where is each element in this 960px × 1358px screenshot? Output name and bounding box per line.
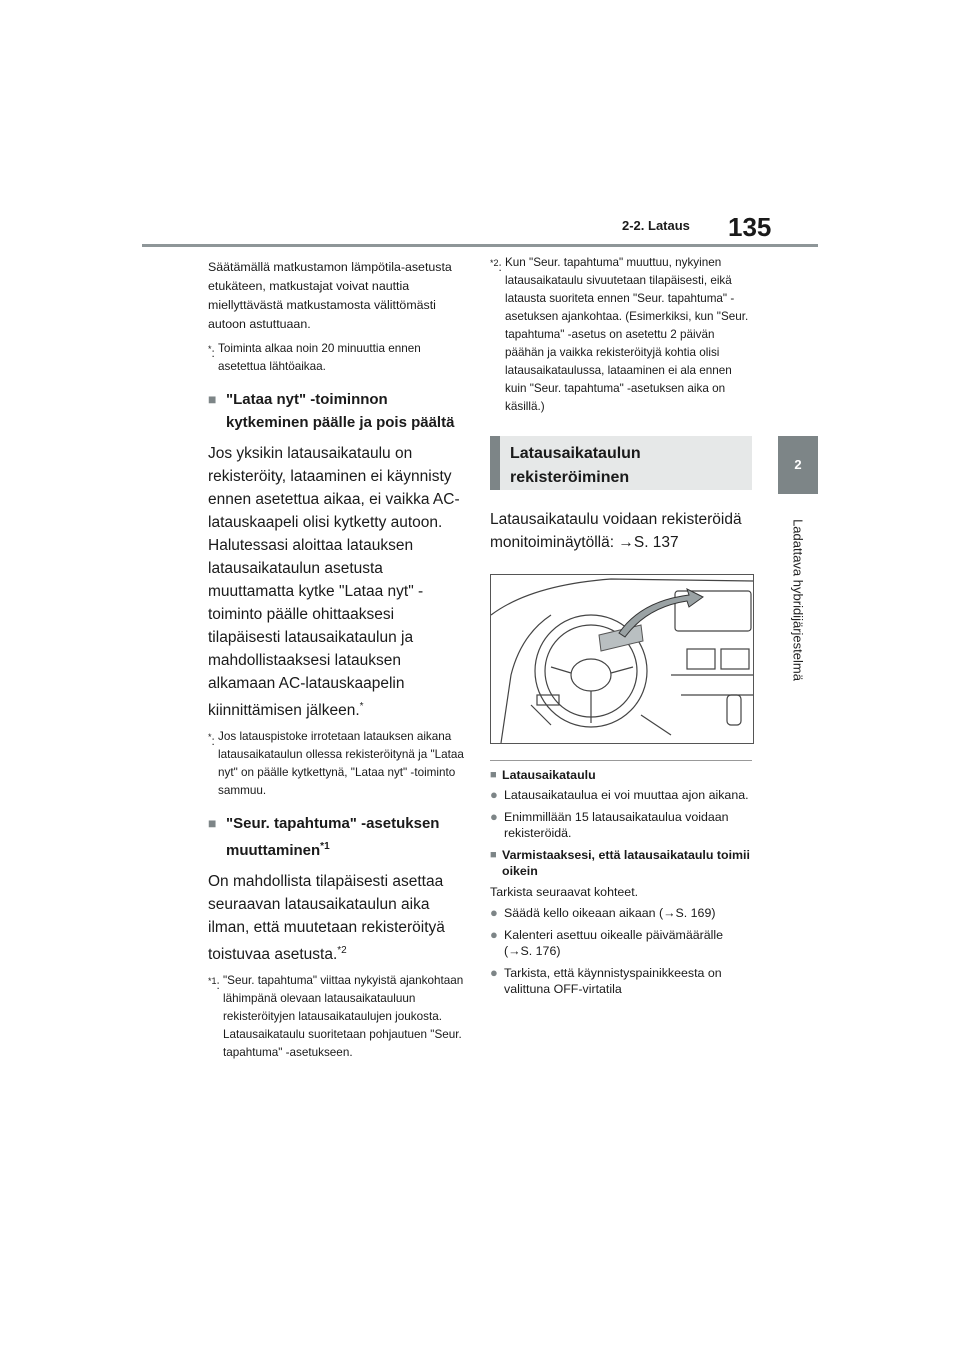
heading-text: "Lataa nyt" -toiminnon kytkeminen päälle ja pois päältä (226, 391, 455, 431)
section-heading-box (490, 436, 752, 490)
section-heading-line1: Latausaikataulun (510, 445, 641, 462)
footnote-marker: *: (208, 732, 219, 749)
info-text: Tarkista seuraavat kohteet. (490, 885, 639, 899)
bullet-item (490, 809, 752, 841)
square-icon: ■ (208, 815, 217, 832)
bullet-item (490, 965, 752, 997)
footnote-text: Toiminta alkaa noin 20 minuuttia ennen asetettua lähtöaikaa. (218, 342, 421, 373)
footnote-ref: *1 (320, 841, 330, 853)
body-paragraph: Latausaikataulu voidaan rekisteröidä monitoiminäytöllä: →S. 137 (490, 511, 742, 551)
chapter-title-vertical (770, 500, 826, 700)
footnote-text: Kun "Seur. tapahtuma" muuttuu, nykyinen latausaikataulu sivuutetaan tilapäisesti, eikä latausta suoriteta ennen "Seur. tapahtuma" -asetuksen ajankohtaa. (Esimerkiksi, kun "Seur. tapahtuma" -asetus on asetettu 2 päivän päähän ja vaikka rekisteröityjä kohtia olisi latausaikataulussa, lataaminen ei ala ennen kuin "Seur. tapahtuma" -asetuksen aika on käsillä.) (505, 256, 749, 413)
info-heading (490, 767, 752, 783)
bullet-text: Kalenteri asettuu oikealle päivämäärälle (→S. 176) (504, 928, 724, 958)
info-heading (490, 847, 752, 879)
bullet-item (490, 927, 752, 959)
info-heading-text: Varmistaaksesi, että latausaikataulu toimii oikein (502, 848, 750, 878)
footnote-marker: *: (208, 344, 219, 360)
subsection-heading (208, 388, 466, 434)
left-column (208, 258, 466, 1074)
bullet-icon: ● (490, 927, 498, 942)
bullet-icon: ● (490, 965, 498, 980)
footnote-marker: $^{*1}$: (208, 976, 224, 993)
intro-paragraph: Säätämällä matkustamon lämpötila-asetusta etukäteen, matkustajat voivat nauttia miellyttävästä matkustamosta välittömästi autoon astuttuaan. (208, 260, 452, 331)
bullet-text: Säädä kello oikeaan aikaan (→S. 169) (504, 906, 716, 920)
right-column (490, 254, 752, 1003)
bullet-item (490, 787, 752, 803)
square-icon: ■ (208, 391, 217, 407)
subsection-heading (208, 812, 466, 862)
bullet-text: Tarkista, että käynnistyspainikkeesta on valittuna OFF-virtatila (504, 966, 722, 996)
header-rule (142, 244, 818, 247)
bullet-text: Enimmillään 15 latausaikataulua voidaan rekisteröidä. (504, 810, 729, 840)
section-title: 2-2. Lataus (622, 218, 690, 233)
square-icon: ■ (490, 769, 497, 781)
bullet-item (490, 905, 752, 921)
square-icon: ■ (490, 849, 497, 861)
footnote-marker: $^{*2}$: (490, 258, 506, 274)
page-number: 135 (728, 212, 772, 242)
footnote (208, 340, 466, 376)
footnote-ref: *2 (337, 945, 347, 957)
footnote (490, 254, 752, 416)
body-paragraph: On mahdollista tilapäisesti asettaa seuraavan latausaikataulun aika ilman, että muutetaan rekisteröityä toistuvaa asetusta.$^{*2}$ (208, 873, 445, 964)
dashboard-drawing (491, 575, 753, 743)
footnote-ref: * (359, 701, 364, 712)
divider (490, 760, 752, 761)
chapter-tab: 2 (778, 436, 818, 494)
heading-text: "Seur. tapahtuma" -asetuksen muuttaminen$^{*1}$ (226, 815, 440, 860)
bullet-icon: ● (490, 809, 498, 824)
bullet-icon: ● (490, 787, 498, 802)
bullet-icon: ● (490, 905, 498, 920)
footnote (208, 972, 466, 1062)
dashboard-illustration (490, 574, 754, 744)
footnote-text: "Seur. tapahtuma" viittaa nykyistä ajankohtaan lähimpänä olevaan latausaikatauluun rekisteröityjen latausaikataulujen joukosta. Latausaikataulu suoritetaan pohjautuen "Seur. tapahtuma" -asetukseen. (223, 974, 464, 1060)
footnote (208, 728, 466, 800)
bullet-text: Latausaikataulua ei voi muuttaa ajon aikana. (504, 788, 749, 802)
body-paragraph: Jos yksikin latausaikataulu on rekisteröity, lataaminen ei käynnisty ennen asetettua aikaa, ei vaikka AC-latauskaapeli olisi kytketty autoon. Halutessasi aloittaa latauksen latausaikataulun asetusta muuttamatta kytke "Lataa nyt" -toiminto päälle ohittaaksesi tilapäisesti latausaikataulun ja mahdollistaaksesi latauksen alkamaan AC-latauskaapelin kiinnittämisen jälkeen.* (208, 445, 460, 720)
footnote-text: Jos latauspistoke irrotetaan latauksen aikana latausaikataulun ollessa rekisteröitynä ja "Lataa nyt" on päälle kytkettynä, "Lataa nyt" -toiminto sammuu. (218, 730, 464, 798)
info-heading-text: Latausaikataulu (502, 768, 596, 782)
section-heading-line2: rekisteröiminen (510, 469, 630, 486)
chapter-title: Ladattava hybridijärjestelmä (790, 519, 806, 681)
